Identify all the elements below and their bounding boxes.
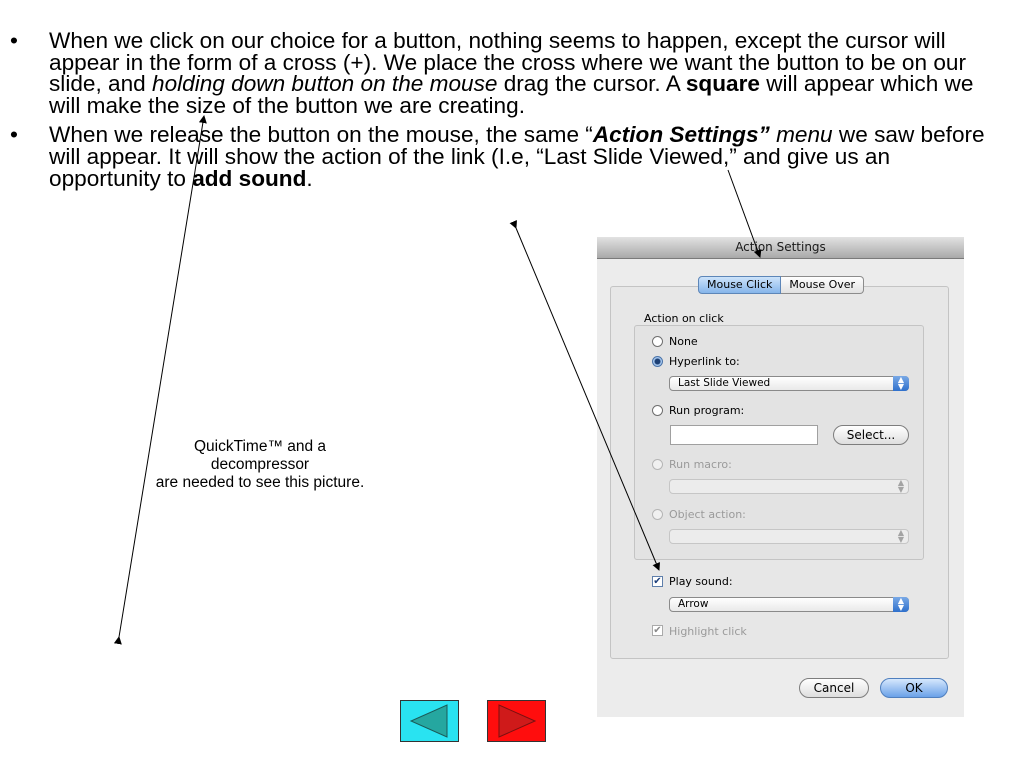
quicktime-line3: are needed to see this picture. [155, 474, 365, 491]
object-action-label: Object action: [669, 508, 746, 521]
none-label: None [669, 335, 698, 348]
checkmark-icon: ✔ [653, 576, 662, 587]
group-label: Action on click [644, 312, 724, 325]
arrow-action-settings [728, 170, 760, 257]
dialog-title: Action Settings [597, 237, 964, 259]
play-sound-label: Play sound: [669, 575, 733, 588]
highlight-click-label: Highlight click [669, 625, 747, 638]
bullet2-bold: add sound [192, 165, 307, 191]
bullet-dot: • [10, 28, 18, 53]
quicktime-line1: QuickTime™ and a [193, 438, 327, 455]
run-macro-label: Run macro: [669, 458, 732, 471]
up-down-arrows-icon: ▲ ▼ [897, 528, 905, 544]
sound-select-value: Arrow [678, 598, 709, 610]
bullet1-text-c: will appear which we will make the size of the button we are creating. [49, 71, 974, 118]
tab-mouse-over[interactable]: Mouse Over [781, 276, 864, 294]
tab-bar [698, 276, 864, 294]
hyperlink-select-value: Last Slide Viewed [678, 377, 771, 389]
hyperlink-label: Hyperlink to: [669, 355, 740, 368]
bullet2-italic: menu [776, 122, 833, 148]
tab-mouse-click[interactable]: Mouse Click [698, 276, 781, 294]
bullet-dot: • [10, 122, 18, 148]
up-down-arrows-icon: ▲ ▼ [893, 376, 909, 391]
ok-button[interactable]: OK [880, 678, 948, 698]
bullet2-text: When we release the button on the mouse, the same “ [49, 122, 593, 148]
bullet1-text: When we click on our choice for a button, nothing seems to happen, except the cursor will appear in the form of a cross (+). We place the cross where we want the button to be on our slide, and [49, 28, 966, 97]
arrow-square [119, 116, 204, 637]
arrow-add-sound [516, 228, 659, 570]
cancel-button[interactable]: Cancel [799, 678, 869, 698]
select-button[interactable]: Select... [833, 425, 909, 445]
bullet1-italic: holding down button on the mouse [152, 71, 498, 97]
bullet2-period: . [306, 165, 313, 191]
checkmark-icon: ✔ [653, 625, 662, 636]
bullet1-text-b: drag the cursor. A [497, 71, 686, 97]
bullet1-bold: square [685, 71, 760, 97]
bullet2-text-b: we saw before will appear. It will show the action of the link (I.e, “Last Slide Viewed,” and give us an opportunity to [49, 122, 985, 191]
up-down-arrows-icon: ▲ ▼ [893, 597, 909, 612]
bullet2-bold-italic: Action Settings” [592, 122, 770, 148]
quicktime-line2: decompressor [210, 456, 310, 473]
up-down-arrows-icon: ▲ ▼ [897, 478, 905, 494]
run-program-label: Run program: [669, 404, 745, 417]
